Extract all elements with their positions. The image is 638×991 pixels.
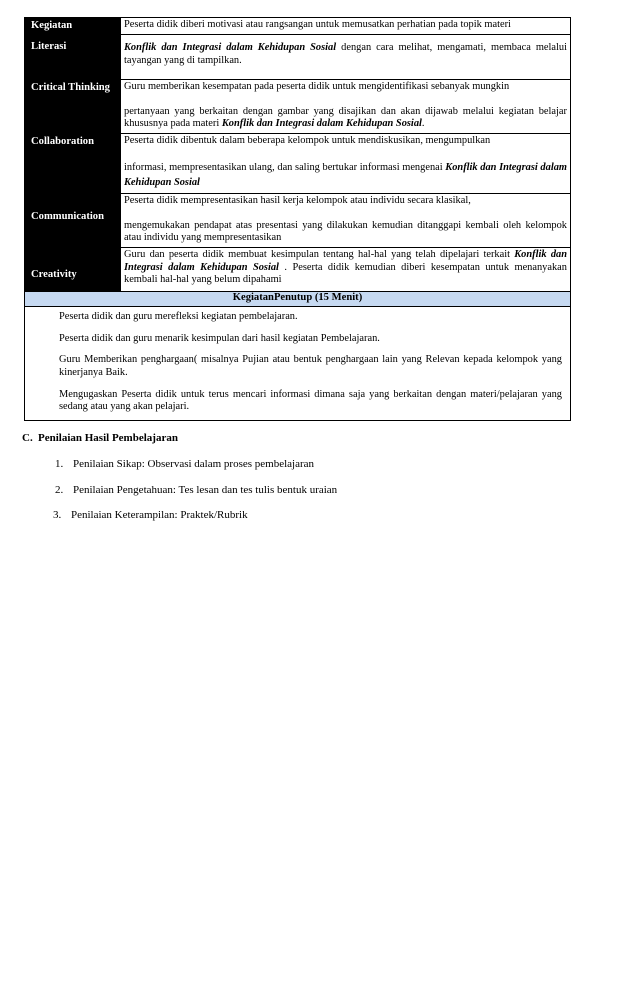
table-row (25, 134, 571, 194)
row-text-rest: dengan cara melihat, mengamati, membaca melalui tayangan yang di tampilkan. (124, 42, 567, 66)
row-description (121, 18, 571, 35)
row-label (25, 248, 121, 292)
closing-list (25, 306, 571, 420)
italic-topic: Konflik dan Integrasi dalam Kehidupan Sosial (124, 42, 337, 53)
list-number: 1. (55, 458, 64, 470)
row-label-text: Literasi (31, 41, 67, 52)
list-item-text: Peserta didik dan guru menarik kesimpulan dari hasil kegiatan Pembelajaran. (59, 332, 380, 344)
row-label-text: Creativity (31, 269, 77, 281)
row-label (25, 35, 121, 80)
table-row (25, 18, 571, 35)
list-item (59, 354, 562, 379)
table-row (25, 35, 571, 80)
table-row (25, 292, 571, 307)
row-label-text: Communication (31, 210, 104, 222)
row-text-second: mengemukakan pendapat atas presentasi yang dilakukan kemudian ditanggapi kembali oleh kelompok atau individu yang mempresentasikan (124, 219, 567, 244)
section-number: C. (22, 432, 33, 444)
row-text (124, 249, 567, 287)
row-text: Peserta didik diberi motivasi atau rangsangan untuk memusatkan perhatian pada topik materi (124, 19, 511, 30)
row-text-rest: informasi, mempresentasikan ulang, dan saling bertukar informasi mengenai (124, 161, 446, 173)
list-item (59, 311, 562, 324)
italic-topic: Konflik dan Integrasi dalam Kehidupan Sosial (221, 118, 422, 130)
row-text: Guru memberikan kesempatan pada peserta didik untuk mengidentifikasi sebanyak mungkin (124, 81, 510, 92)
row-label (25, 18, 121, 35)
list-item-text: Peserta didik dan guru merefleksi kegiatan pembelajaran. (59, 310, 298, 322)
list-number: 3. (53, 509, 62, 521)
row-label (25, 80, 121, 134)
list-number: 2. (55, 484, 64, 496)
row-label (25, 134, 121, 194)
row-text: Peserta didik dibentuk dalam beberapa kelompok untuk mendiskusikan, mengumpulkan (124, 135, 491, 147)
row-label-text: Critical Thinking (31, 82, 110, 93)
row-label-text: Collaboration (31, 136, 94, 148)
list-item (55, 458, 314, 471)
list-item-text: Penilaian Sikap: Observasi dalam proses pembelajaran (73, 458, 315, 470)
row-text-end: . (421, 118, 425, 130)
list-item (55, 484, 337, 497)
row-text (124, 42, 567, 67)
row-text: Peserta didik mempresentasikan hasil kerja kelompok atau individu secara klasikal, (124, 194, 471, 206)
table-row (25, 193, 571, 247)
row-description (121, 193, 571, 247)
italic-topic: Konflik dan Integrasi dalam Kehidupan Sosial (124, 249, 567, 273)
table-row (25, 306, 571, 420)
list-item (59, 389, 562, 414)
row-text-second (124, 106, 567, 131)
section-title: Penilaian Hasil Pembelajaran (38, 432, 178, 444)
section-heading (22, 432, 178, 445)
list-item-text: Penilaian Pengetahuan: Tes lesan dan tes tulis bentuk uraian (73, 484, 338, 496)
row-label (25, 193, 121, 247)
list-item-text: Guru Memberikan penghargaan( misalnya Pujian atau bentuk penghargaan lain yang Relevan kepada kelompok yang kinerjanya Baik. (59, 354, 562, 379)
list-item (59, 333, 562, 346)
italic-topic: Konflik dan Integrasi dalam Kehidupan Sosial (124, 161, 567, 189)
activity-table (24, 17, 571, 421)
row-description (121, 80, 571, 134)
list-item (53, 509, 248, 522)
row-description (121, 248, 571, 292)
row-text-start: Guru dan peserta didik membuat kesimpulan tentang hal-hal yang telah dipelajari terkait (124, 249, 515, 261)
row-text-second (124, 160, 567, 191)
row-label-text: Kegiatan (31, 20, 73, 31)
row-description (121, 35, 571, 80)
row-description (121, 134, 571, 194)
closing-header: KegiatanPenutup (15 Menit) (25, 292, 571, 307)
row-text-rest: . Peserta didik kemudian diberi kesempatan untuk menanyakan kembali hal-hal yang belum dipahami (124, 261, 567, 286)
table-row (25, 248, 571, 292)
row-text-rest: pertanyaan yang berkaitan dengan gambar yang disajikan dan akan dijawab melalui kegiatan belajar khususnya pada materi (124, 105, 567, 130)
table-row (25, 80, 571, 134)
list-item-text: Penilaian Keterampilan: Praktek/Rubrik (71, 509, 248, 521)
list-item-text: Mengugaskan Peserta didik untuk terus mencari informasi dimana saja yang berkaitan dengan materi/pelajaran yang sedang atau yang akan pelajari. (59, 388, 562, 413)
